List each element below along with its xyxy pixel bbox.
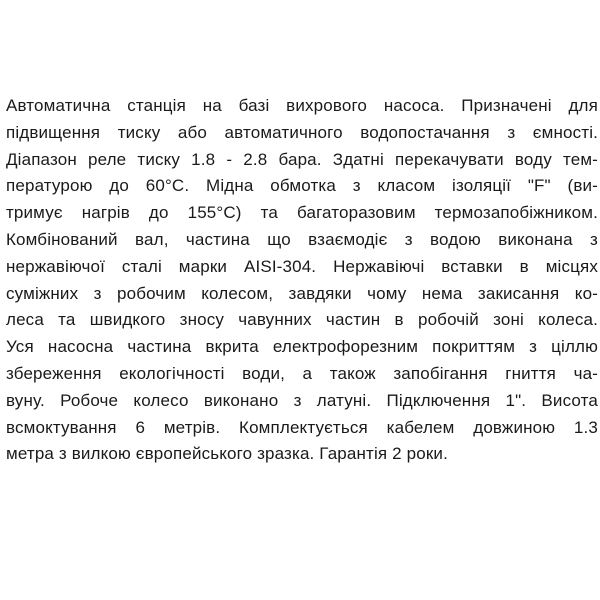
description-line-7: нержавіючої сталі марки AISI-304. Нержавіючі вставки в місцях [6,256,598,276]
description-line-10: Уся насосна частина вкрита електрофорезним покриттям з ціллю [6,337,598,357]
description-line-13: всмоктування 6 метрів. Комплектується кабелем довжиною 1.3 [6,417,598,437]
description-line-8: суміжних з робочим колесом, завдяки чому нема закисання ко- [6,283,598,303]
description-line-3: Діапазон реле тиску 1.8 - 2.8 бара. Здатні перекачувати воду тем- [6,149,598,169]
description-line-14: метра з вилкою європейського зразка. Гарантія 2 роки. [6,444,448,464]
description-line-11: збереження екологічності води, а також запобігання гниття ча- [6,363,598,383]
description-line-4: пературою до 60°С. Мідна обмотка з класом ізоляції "F" (ви- [6,176,598,196]
description-line-2: підвищення тиску або автоматичного водопостачання з ємності. [6,122,598,142]
description-line-12: вуну. Робоче колесо виконано з латуні. Підключення 1". Висота [6,390,598,410]
product-description [6,93,598,468]
description-line-6: Комбінований вал, частина що взаємодіє з водою виконана з [6,229,598,249]
description-line-5: тримує нагрів до 155°С) та багаторазовим термозапобіжником. [6,203,598,223]
description-line-1: Автоматична станція на базі вихрового насоса. Призначені для [6,96,598,115]
description-line-9: леса та швидкого зносу чавунних частин в робочій зоні колеса. [6,310,598,330]
